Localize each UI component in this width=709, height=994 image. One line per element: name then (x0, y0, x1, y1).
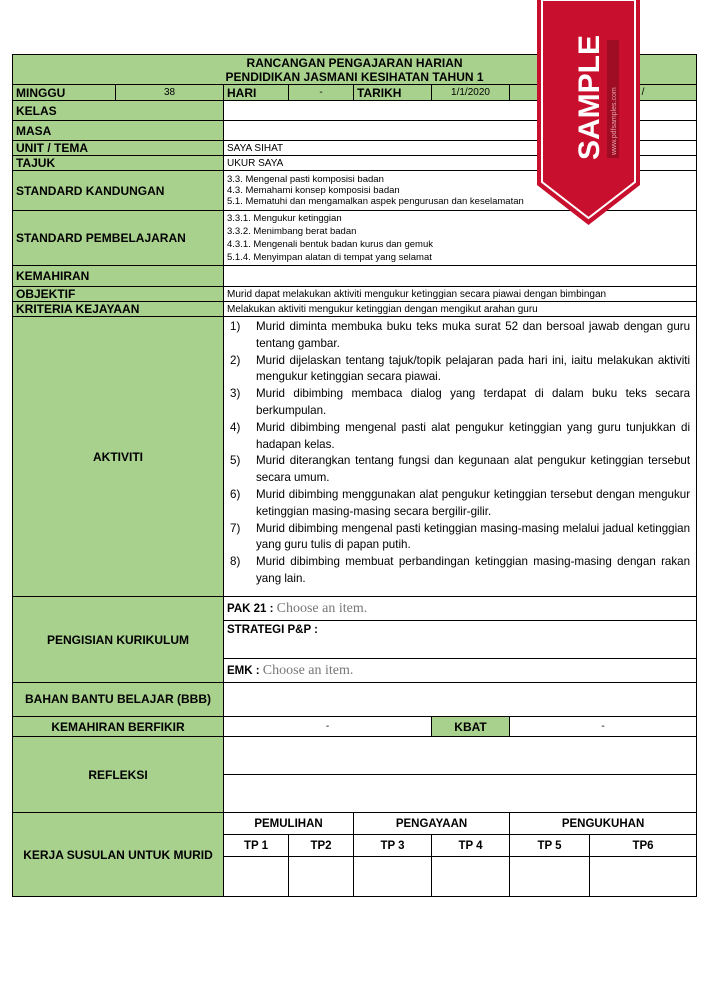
aktiviti-item (230, 487, 690, 521)
sample-ribbon (537, 0, 640, 225)
kriteria-value: Melakukan aktiviti mengukur ketinggian dengan mengikut arahan guru (224, 302, 697, 317)
aktiviti-text: Murid dibimbing mengenal pasti ketinggian masing-masing melalui jadual ketinggian yang guru tulis di papan putih. (256, 521, 691, 552)
aktiviti-item (230, 453, 690, 487)
aktiviti-text: Murid dibimbing membuat perbandingan ketinggian masing-masing dengan rakan yang lain. (256, 555, 691, 585)
aktiviti-text: Murid dibimbing membaca dialog yang terdapat di dalam buku teks secara berkumpulan. (256, 387, 691, 417)
tp3-cell (354, 857, 432, 897)
kbat-label: KBAT (432, 717, 510, 737)
emk-dropdown[interactable]: Choose an item. (262, 662, 354, 678)
tp2-cell (289, 857, 354, 897)
sp-item: 3.3.1. Mengukur ketinggian (227, 213, 342, 224)
kelas-label: KELAS (13, 101, 224, 121)
refleksi-label: REFLEKSI (13, 737, 224, 813)
aktiviti-list (224, 317, 697, 597)
minggu-value: 38 (116, 85, 224, 101)
aktiviti-num: 3) (230, 387, 241, 401)
sk-item: 5.1. Mematuhi dan mengamalkan aspek pengurusan dan keselamatan (227, 196, 524, 207)
aktiviti-num: 2) (230, 353, 241, 367)
tarikh-value: 1/1/2020 (432, 85, 510, 101)
pengayaan-header: PENGAYAAN (354, 813, 510, 835)
refleksi-box-2 (224, 775, 697, 813)
kurikulum-label: PENGISIAN KURIKULUM (13, 597, 224, 683)
hari-value: - (289, 85, 354, 101)
kbat-value: - (510, 717, 697, 737)
unit-label: UNIT / TEMA (13, 141, 224, 156)
tp2-header: TP2 (289, 835, 354, 857)
extra-value: / (590, 85, 697, 101)
sample-subtext: www.pdfsamples.com (611, 87, 618, 155)
berfikir-label: KEMAHIRAN BERFIKIR (13, 717, 224, 737)
aktiviti-item (230, 420, 690, 454)
hari-label: HARI (224, 85, 289, 101)
masa-label: MASA (13, 121, 224, 141)
tajuk-value: UKUR SAYA (224, 156, 697, 171)
tarikh-label: TARIKH (354, 85, 432, 101)
pak21-label: PAK 21 : (227, 602, 277, 615)
aktiviti-num: 5) (230, 454, 241, 468)
aktiviti-label: AKTIVITI (13, 317, 224, 597)
sp-item: 5.1.4. Menyimpan alatan di tempat yang selamat (227, 252, 432, 263)
tp1-header: TP 1 (224, 835, 289, 857)
aktiviti-text: Murid dijelaskan tentang tajuk/topik pelajaran pada hari ini, iaitu melakukan aktiviti mengukur ketinggian secara piawai. (256, 353, 691, 384)
tp6-cell (590, 857, 697, 897)
aktiviti-text: Murid dibimbing mengenal pasti alat pengukur ketinggian yang guru tunjukkan di hadapan kelas. (256, 420, 691, 451)
aktiviti-text: Murid diminta membuka buku teks muka surat 52 dan bersoal jawab dengan guru tentang gambar. (256, 320, 691, 350)
kriteria-label: KRITERIA KEJAYAAN (13, 302, 224, 317)
aktiviti-text: Murid dibimbing menggunakan alat pengukur ketinggian tersebut dengan mengukur ketinggian masing-masing secara bergilir-gilir. (256, 487, 691, 518)
sp-item: 4.3.1. Mengenali bentuk badan kurus dan gemuk (227, 239, 433, 250)
berfikir-value: - (224, 717, 432, 737)
objektif-label: OBJEKTIF (13, 287, 224, 302)
kemahiran-value (224, 266, 697, 287)
objektif-value: Murid dapat melakukan aktiviti mengukur ketinggian secara piawai dengan bimbingan (224, 287, 697, 302)
aktiviti-item (230, 319, 690, 353)
pak21-row (224, 597, 697, 621)
unit-value: SAYA SIHAT (224, 141, 697, 156)
aktiviti-text: Murid diterangkan tentang fungsi dan kegunaan alat pengukur ketinggian tersebut secara umum. (256, 454, 691, 485)
bbb-value (224, 683, 697, 717)
tp4-cell (432, 857, 510, 897)
emk-row (224, 659, 697, 683)
aktiviti-item (230, 554, 690, 588)
kemahiran-label: KEMAHIRAN (13, 266, 224, 287)
aktiviti-num: 4) (230, 420, 241, 434)
sk-item: 3.3. Mengenal pasti komposisi badan (227, 174, 384, 185)
sk-item: 4.3. Memahami konsep komposisi badan (227, 185, 400, 196)
aktiviti-item (230, 521, 690, 555)
pak21-dropdown[interactable]: Choose an item. (276, 600, 368, 616)
sk-label: STANDARD KANDUNGAN (13, 171, 224, 211)
pengukuhan-header: PENGUKUHAN (510, 813, 697, 835)
sp-label: STANDARD PEMBELAJARAN (13, 211, 224, 266)
title-line-1: RANCANGAN PENGAJARAN HARIAN (246, 55, 463, 70)
aktiviti-num: 8) (230, 555, 241, 569)
aktiviti-num: 7) (230, 521, 241, 535)
tp4-header: TP 4 (432, 835, 510, 857)
minggu-label: MINGGU (13, 85, 116, 101)
tp3-header: TP 3 (354, 835, 432, 857)
tp5-header: TP 5 (510, 835, 590, 857)
tp6-header: TP6 (590, 835, 697, 857)
refleksi-box-1 (224, 737, 697, 775)
aktiviti-num: 1) (230, 320, 241, 333)
sp-item: 3.3.2. Menimbang berat badan (227, 226, 357, 237)
aktiviti-num: 6) (230, 487, 241, 501)
bbb-label: BAHAN BANTU BELAJAR (BBB) (13, 683, 224, 717)
strategi-label: STRATEGI P&P : (224, 621, 697, 659)
kerja-label: KERJA SUSULAN UNTUK MURID (13, 813, 224, 897)
title-line-2: PENDIDIKAN JASMANI KESIHATAN TAHUN 1 (225, 69, 484, 84)
aktiviti-item (230, 386, 690, 420)
sample-text: SAMPLE (573, 34, 606, 160)
tp5-cell (510, 857, 590, 897)
tp1-cell (224, 857, 289, 897)
pemulihan-header: PEMULIHAN (224, 813, 354, 835)
tajuk-label: TAJUK (13, 156, 224, 171)
emk-label: EMK : (227, 664, 263, 677)
aktiviti-item (230, 353, 690, 387)
